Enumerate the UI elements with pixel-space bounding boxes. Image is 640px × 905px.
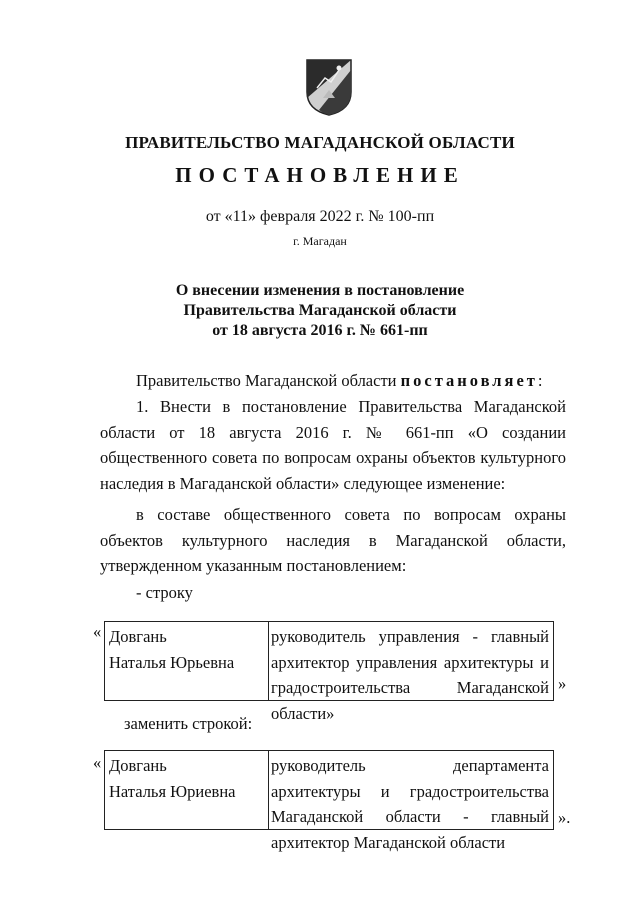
old-row-close-quote: »	[558, 674, 567, 693]
document-subject	[0, 281, 640, 341]
subject-line: О внесении изменения в постановление	[175, 282, 465, 299]
old-row-table	[104, 621, 554, 723]
row-label: - строку	[136, 583, 193, 602]
old-row-open-quote: «	[93, 622, 102, 641]
new-row-given-name: Наталья Юриевна	[109, 781, 236, 801]
replace-label: заменить строкой:	[124, 714, 253, 733]
coat-of-arms-icon	[305, 58, 353, 116]
subject-line: Правительства Магаданской области	[183, 302, 457, 319]
new-row-position-cell: руководитель департамента архитектуры и градостроительства Магаданской области - главный архитектор Магаданской области	[271, 756, 549, 852]
document-city: г. Магадан	[293, 234, 347, 248]
document-type: ПОСТАНОВЛЕНИЕ	[175, 163, 465, 187]
new-row-close-quote: ».	[558, 808, 571, 827]
government-title: ПРАВИТЕЛЬСТВО МАГАДАНСКОЙ ОБЛАСТИ	[125, 133, 515, 152]
item-1-paragraph: 1. Внести в постановление Правительства Магаданской области от 18 августа 2016 г. № 661-пп «О создании общественного совета по вопросам охраны объектов культурного наследия в Магаданской области» следующее изменение:	[100, 397, 566, 493]
subject-line: от 18 августа 2016 г. № 661-пп	[212, 322, 428, 339]
new-row-name-cell	[105, 751, 269, 829]
new-row-table	[104, 750, 554, 852]
old-row-surname: Довгань	[109, 627, 167, 646]
new-row-open-quote: «	[93, 753, 102, 772]
decree-verb: постановляет	[400, 371, 538, 390]
old-row-position-cell: руководитель управления - главный архитектор управления архитектуры и градостроительства Магаданской области»	[271, 627, 549, 723]
document-date-number: от «11» февраля 2022 г. № 100-пп	[205, 208, 435, 225]
decree-colon: :	[537, 371, 543, 390]
decree-intro	[100, 368, 566, 394]
decree-intro-text: Правительство Магаданской области	[136, 371, 397, 390]
old-row-name-cell	[105, 622, 269, 700]
item-1-detail-paragraph: в составе общественного совета по вопросам охраны объектов культурного наследия в Магаданской области, утвержденном указанным постановлением:	[100, 505, 566, 575]
new-row-surname: Довгань	[109, 756, 167, 775]
old-row-given-name: Наталья Юрьевна	[109, 652, 235, 672]
